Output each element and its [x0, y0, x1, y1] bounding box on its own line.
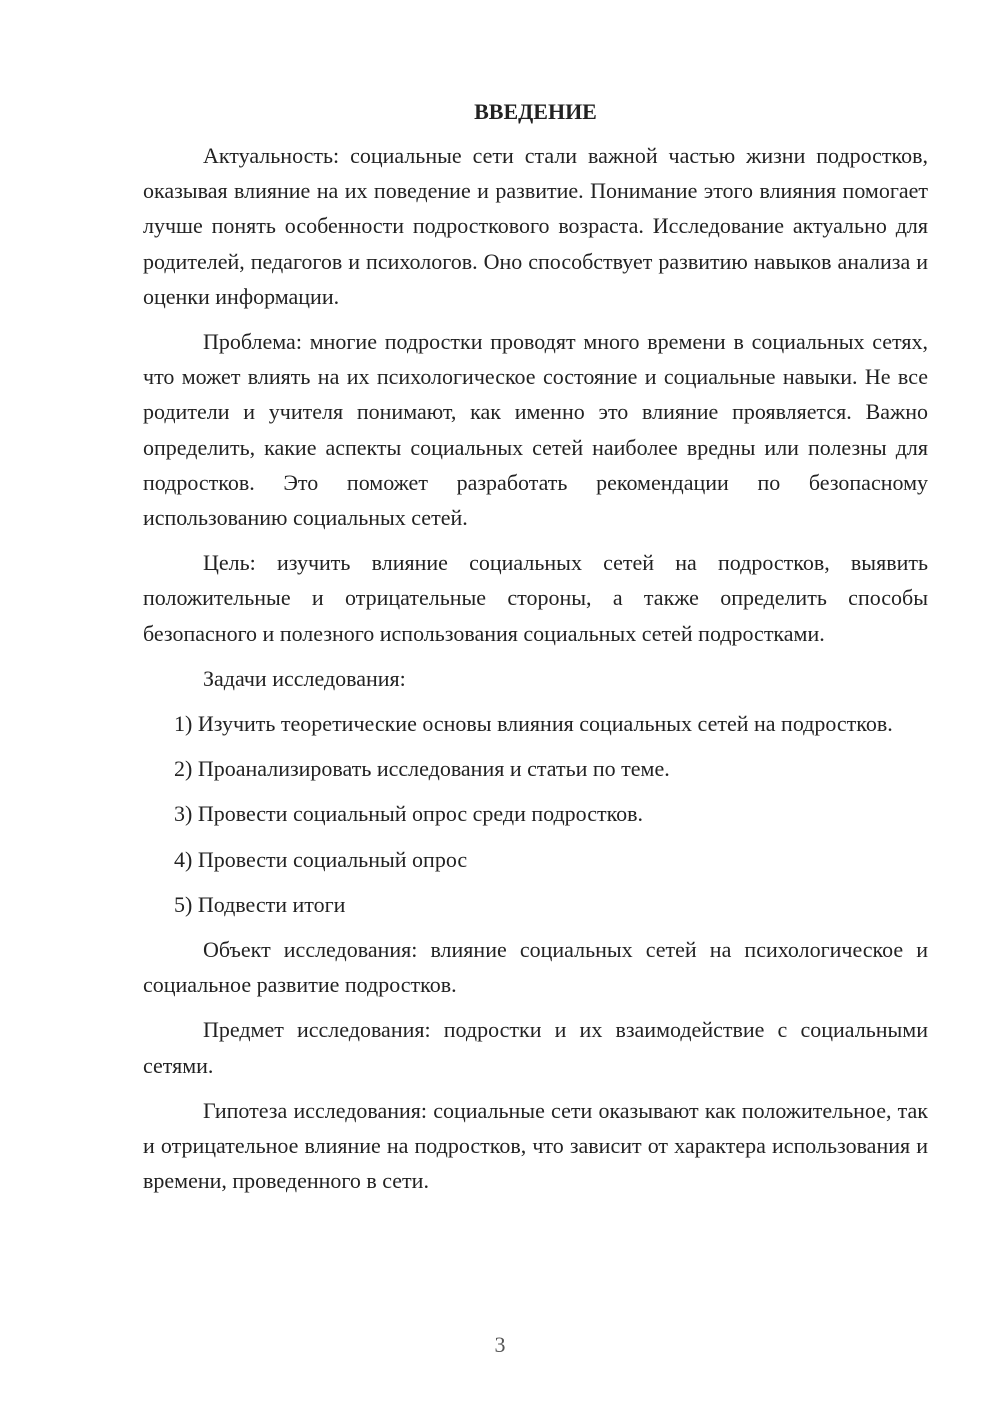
- paragraph-subject: Предмет исследования: подростки и их взаимодействие с социальными сетями.: [143, 1017, 928, 1078]
- document-page: [143, 96, 928, 1208]
- task-item: 5) Подвести итоги: [174, 891, 346, 917]
- paragraph-hypothesis: Гипотеза исследования: социальные сети оказывают как положительное, так и отрицательное влияние на подростков, что зависит от характера использования и времени, проведенного в сети.: [143, 1097, 928, 1194]
- paragraph-object: Объект исследования: влияние социальных сетей на психологическое и социальное развитие подростков.: [143, 937, 928, 998]
- page-number: 3: [494, 1332, 506, 1357]
- paragraph-relevance: Актуальность: социальные сети стали важной частью жизни подростков, оказывая влияние на их поведение и развитие. Понимание этого влияния помогает лучше понять особенности подросткового возраста. Исследование актуально для родителей, педагогов и психологов. Оно способствует развитию навыков анализа и оценки информации.: [143, 143, 928, 309]
- task-item: 3) Провести социальный опрос среди подростков.: [174, 801, 644, 827]
- task-item: 4) Провести социальный опрос: [174, 846, 468, 872]
- paragraph-problem: Проблема: многие подростки проводят много времени в социальных сетях, что может влиять на их психологическое состояние и социальные навыки. Не все родители и учителя понимают, как именно это влияние проявляется. Важно определить, какие аспекты социальных сетей наиболее вредны или полезны для подростков. Это поможет разработать рекомендации по безопасному использованию социальных сетей.: [143, 329, 928, 531]
- paragraph-tasks-heading: Задачи исследования:: [203, 665, 406, 691]
- page-title: ВВЕДЕНИЕ: [474, 99, 597, 124]
- paragraph-goal: Цель: изучить влияние социальных сетей на подростков, выявить положительные и отрицательные стороны, а также определить способы безопасного и полезного использования социальных сетей подростками.: [143, 550, 928, 646]
- task-item: 2) Проанализировать исследования и статьи по теме.: [174, 756, 670, 782]
- task-item: 1) Изучить теоретические основы влияния социальных сетей на подростков.: [174, 711, 893, 737]
